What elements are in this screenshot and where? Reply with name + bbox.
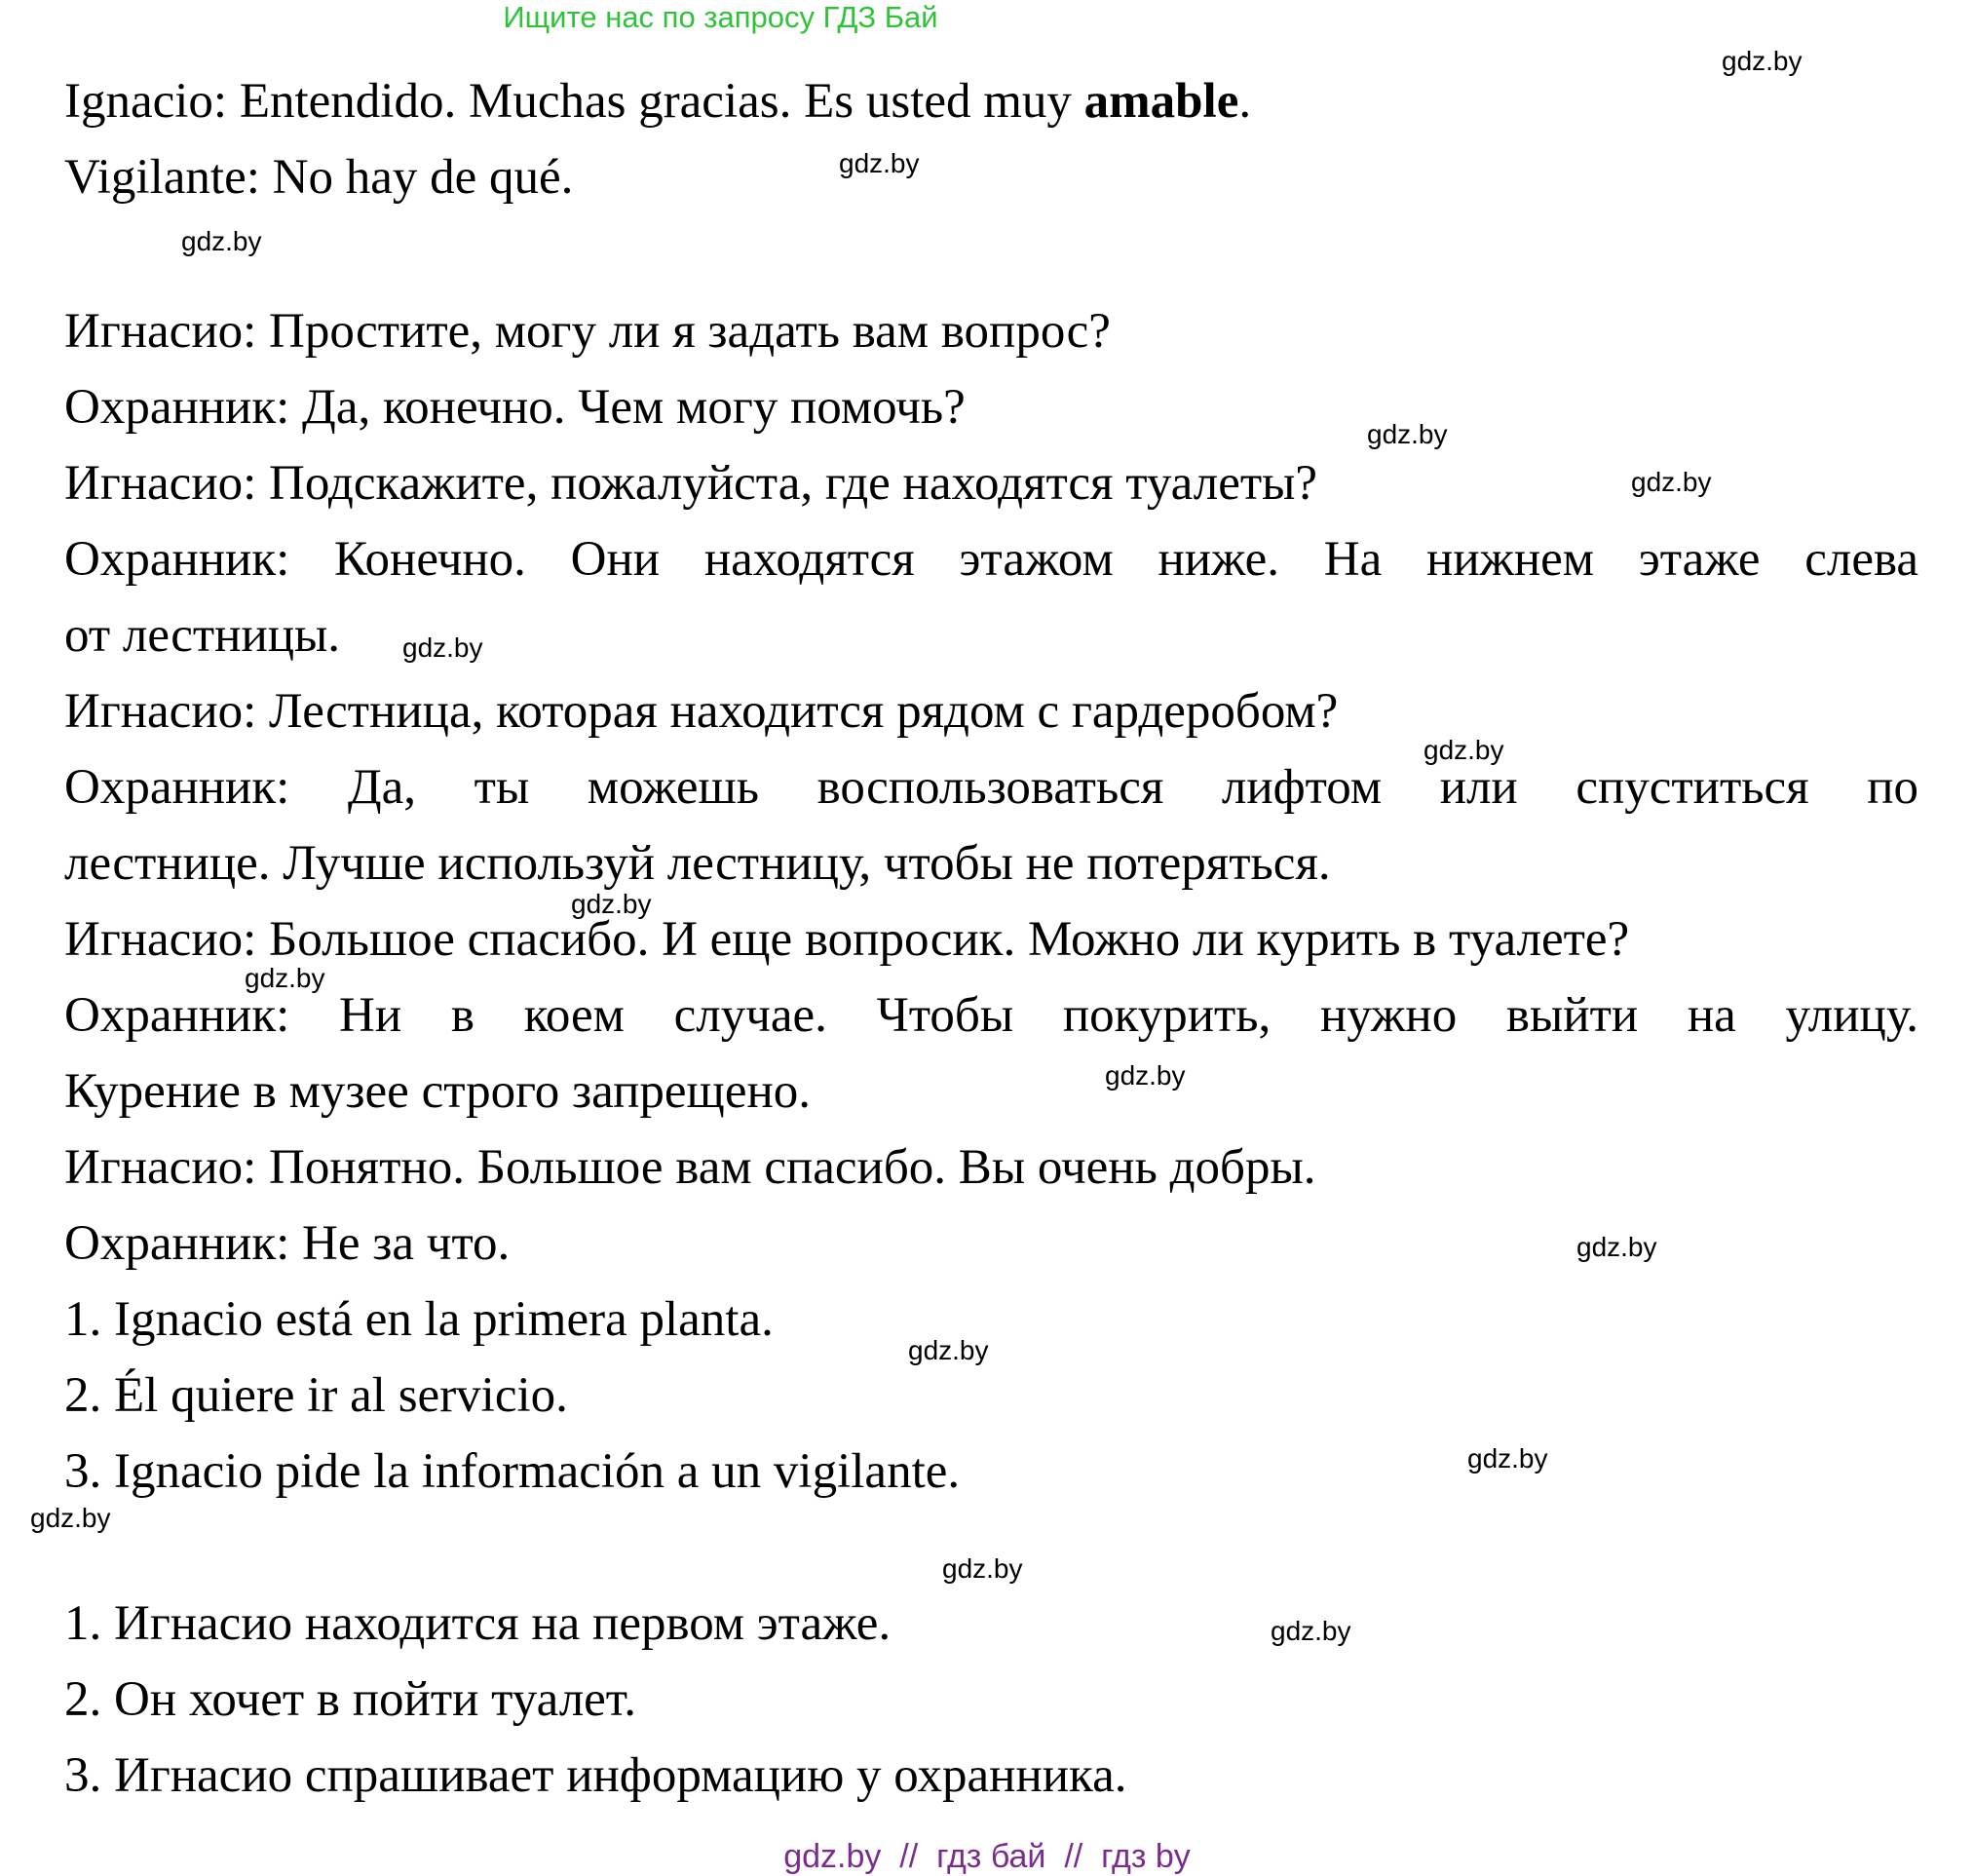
watermark: gdz.by [1576,1232,1657,1262]
dialogue-punct: . [1238,74,1252,129]
dialogue-line-ru: Игнасио: Простите, могу ли я задать вам вопрос? [64,304,1111,359]
dialogue-text: Ignacio: Entendido. Muchas gracias. Es usted muy [64,74,1084,129]
watermark: gdz.by [1367,419,1448,449]
watermark: gdz.by [181,226,262,256]
answer-ru: 2. Он хочет в пойти туалет. [64,1672,636,1727]
dialogue-line-ru: Охранник: Ни в коем случае. Чтобы покурить, нужно выйти на улицу. [64,988,1918,1043]
footer-links[interactable]: gdz.by // гдз бай // гдз by [783,1838,1191,1875]
dialogue-line-ru: Охранник: Конечно. Они находятся этажом ниже. На нижнем этаже слева [64,532,1918,587]
answer-ru: 3. Игнасио спрашивает информацию у охранника. [64,1748,1127,1803]
watermark: gdz.by [1631,467,1712,497]
watermark: gdz.by [1271,1616,1351,1646]
dialogue-line-ru: Охранник: Да, ты можешь воспользоваться лифтом или спуститься по [64,760,1918,815]
watermark: gdz.by [942,1553,1023,1584]
dialogue-line-ru: Игнасио: Лестница, которая находится рядом с гардеробом? [64,684,1339,739]
header-search-link[interactable]: Ищите нас по запросу ГДЗ Бай [503,0,938,34]
watermark: gdz.by [30,1503,111,1533]
watermark: gdz.by [1722,46,1803,76]
watermark: gdz.by [1424,735,1504,765]
answer-es: 2. Él quiere ir al servicio. [64,1368,568,1423]
watermark: gdz.by [908,1335,989,1365]
dialogue-line-ru: Игнасио: Большое спасибо. И еще вопросик. Можно ли курить в туалете? [64,912,1630,967]
answer-es: 3. Ignacio pide la información a un vigilante. [64,1444,961,1499]
dialogue-line-ru: лестнице. Лучше используй лестницу, чтобы не потеряться. [64,836,1331,891]
watermark: gdz.by [839,148,920,178]
dialogue-line-ignacio-es [64,72,1251,131]
dialogue-line-ru: Охранник: Да, конечно. Чем могу помочь? [64,380,966,435]
watermark: gdz.by [571,889,652,919]
watermark: gdz.by [245,963,325,993]
bold-word: amable [1083,74,1239,129]
watermark: gdz.by [402,632,483,663]
dialogue-line-vigilante-es: Vigilante: No hay de qué. [64,150,574,205]
dialogue-line-ru: от лестницы. [64,608,341,663]
dialogue-line-ru: Курение в музее строго запрещено. [64,1064,811,1119]
watermark: gdz.by [1105,1060,1186,1091]
dialogue-line-ru: Охранник: Не за что. [64,1216,511,1271]
watermark: gdz.by [1467,1443,1548,1474]
answer-es: 1. Ignacio está en la primera planta. [64,1292,774,1347]
answer-ru: 1. Игнасио находится на первом этаже. [64,1596,892,1651]
dialogue-line-ru: Игнасио: Понятно. Большое вам спасибо. Вы очень добры. [64,1140,1316,1195]
dialogue-line-ru: Игнасио: Подскажите, пожалуйста, где находятся туалеты? [64,456,1318,511]
